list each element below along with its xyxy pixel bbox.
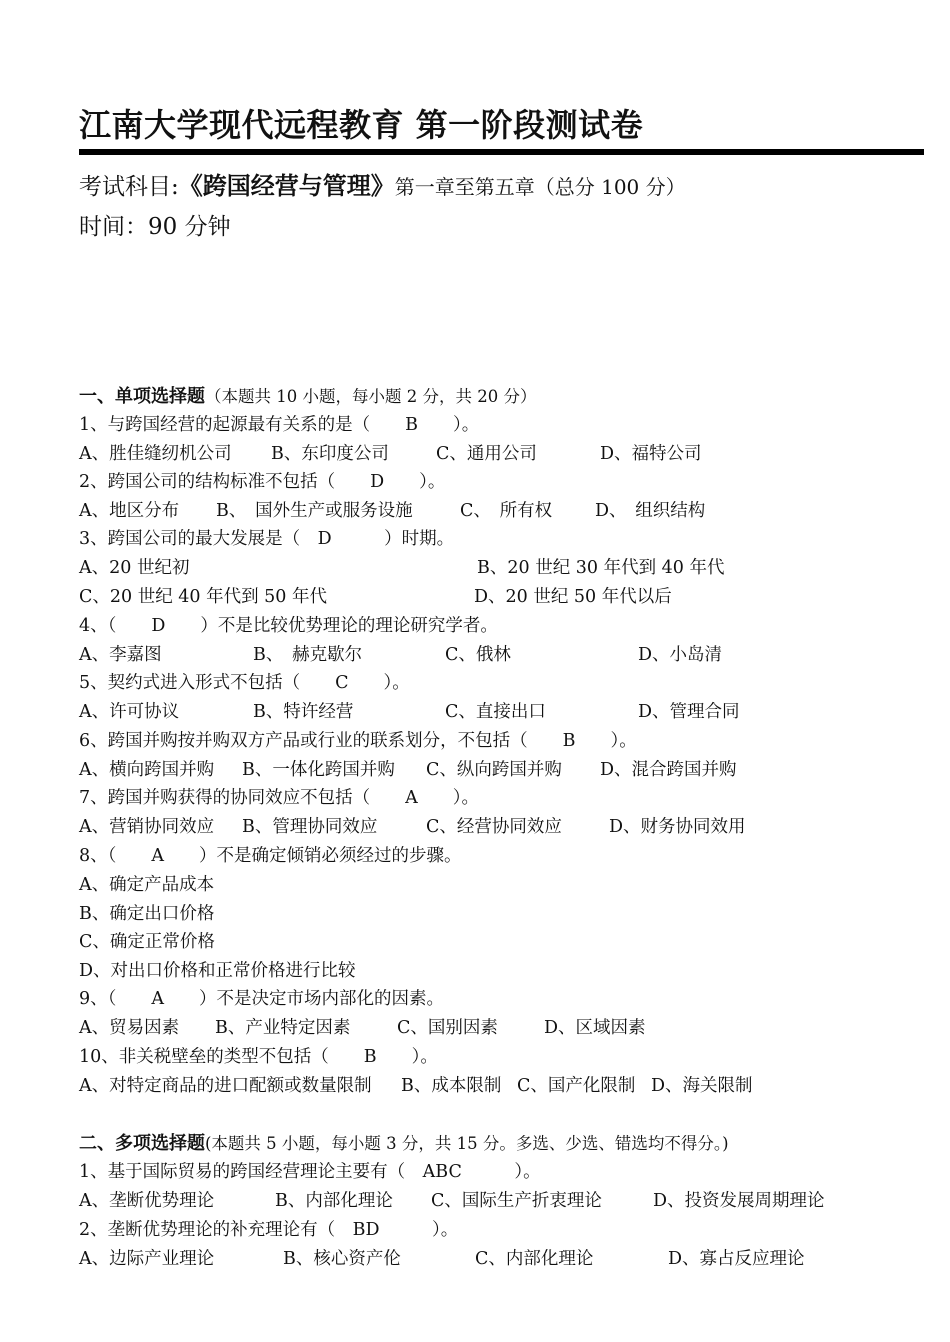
option-a: A、确定产品成本: [79, 875, 215, 895]
question-options: [79, 554, 939, 582]
question-text: 8、（ A ）不是确定倾销必须经过的步骤。: [79, 846, 462, 866]
question-text: 9、（ A ）不是决定市场内部化的因素。: [79, 989, 445, 1009]
option-d: D、20 世纪 50 年代以后: [474, 587, 672, 607]
option-a: A、许可协议: [79, 702, 180, 722]
question-text: 2、垄断优势理论的补充理论有（ BD ）。: [79, 1220, 459, 1240]
section1-note: （本题共 10 小题，每小题 2 分，共 20 分）: [205, 387, 537, 406]
option-c: C、20 世纪 40 年代到 50 年代: [79, 587, 328, 607]
option-c: C、确定正常价格: [79, 932, 215, 952]
question-options: [79, 583, 939, 611]
option-d: D、财务协同效用: [609, 817, 746, 837]
question-options: [79, 813, 939, 841]
exam-time: 时间：90 分钟: [79, 214, 231, 240]
option-a: A、李嘉图: [79, 645, 162, 665]
section1-title: 一、单项选择题: [79, 386, 205, 407]
option-b: B、特许经营: [253, 702, 354, 722]
option-b: B、 赫克歇尔: [253, 645, 363, 665]
option-c: C、内部化理论: [475, 1249, 594, 1269]
option-b: B、一体化跨国并购: [242, 760, 395, 780]
option-a: A、20 世纪初: [79, 558, 190, 578]
exam-subject: [79, 166, 686, 201]
question-text: 7、跨国并购获得的协同效应不包括（ A ）。: [79, 788, 480, 808]
option-c: C、纵向跨国并购: [426, 760, 562, 780]
option-c: C、通用公司: [436, 444, 537, 464]
question-options: [79, 698, 939, 726]
option-b: B、管理协同效应: [242, 817, 378, 837]
question-text: 3、跨国公司的最大发展是（ D ）时期。: [79, 529, 455, 549]
option-c: C、直接出口: [445, 702, 546, 722]
option-d: D、混合跨国并购: [600, 760, 737, 780]
option-c: C、俄林: [445, 645, 511, 665]
question-text: 4、（ D ）不是比较优势理论的理论研究学者。: [79, 616, 498, 636]
question-text: 2、跨国公司的结构标准不包括（ D ）。: [79, 472, 446, 492]
question-options: [79, 641, 939, 669]
question-options: [79, 1072, 939, 1100]
option-d: D、寡占反应理论: [668, 1249, 805, 1269]
option-d: D、海关限制: [651, 1076, 753, 1096]
option-c: C、国别因素: [397, 1018, 498, 1038]
question-text: 1、与跨国经营的起源最有关系的是（ B ）。: [79, 415, 480, 435]
question-options: [79, 1014, 939, 1042]
title-divider: [79, 149, 924, 155]
option-a: A、地区分布: [79, 501, 180, 521]
section1-heading: [79, 383, 536, 411]
question-options: [79, 1245, 939, 1273]
question-text: 6、跨国并购按并购双方产品或行业的联系划分，不包括（ B ）。: [79, 731, 637, 751]
question-options: [79, 756, 939, 784]
option-b: B、 国外生产或服务设施: [216, 501, 413, 521]
option-c: C、 所有权: [460, 501, 553, 521]
option-b: B、成本限制: [401, 1076, 502, 1096]
subject-label: 考试科目:: [79, 174, 179, 200]
question-options: [79, 1187, 939, 1215]
section2-note: (本题共 5 小题，每小题 3 分，共 15 分。多选、少选、错选均不得分。): [205, 1134, 729, 1153]
option-d: D、福特公司: [600, 444, 702, 464]
option-a: A、垄断优势理论: [79, 1191, 215, 1211]
subject-scope: 第一章至第五章（总分 100 分）: [394, 175, 686, 199]
option-a: A、胜佳缝纫机公司: [79, 444, 232, 464]
question-text: 5、契约式进入形式不包括（ C ）。: [79, 673, 410, 693]
option-b: B、20 世纪 30 年代到 40 年代: [477, 558, 725, 578]
option-b: B、确定出口价格: [79, 904, 215, 924]
option-a: A、贸易因素: [79, 1018, 180, 1038]
option-d: D、 组织结构: [595, 501, 706, 521]
question-text: 10、非关税壁垒的类型不包括（ B ）。: [79, 1047, 438, 1067]
option-d: D、区域因素: [544, 1018, 646, 1038]
option-d: D、管理合同: [638, 702, 740, 722]
option-d: D、对出口价格和正常价格进行比较: [79, 961, 356, 981]
option-a: A、对特定商品的进口配额或数量限制: [79, 1076, 372, 1096]
option-a: A、边际产业理论: [79, 1249, 215, 1269]
question-text: 1、基于国际贸易的跨国经营理论主要有（ ABC ）。: [79, 1162, 541, 1182]
option-b: B、东印度公司: [271, 444, 389, 464]
option-b: B、内部化理论: [275, 1191, 393, 1211]
option-d: D、小岛清: [638, 645, 723, 665]
option-c: C、国际生产折衷理论: [431, 1191, 602, 1211]
option-a: A、营销协同效应: [79, 817, 215, 837]
option-b: B、产业特定因素: [215, 1018, 351, 1038]
page-title: 江南大学现代远程教育 第一阶段测试卷: [79, 106, 644, 144]
subject-name: 《跨国经营与管理》: [178, 171, 395, 200]
section2-heading: [79, 1130, 729, 1158]
option-a: A、横向跨国并购: [79, 760, 215, 780]
option-b: B、核心资产伦: [283, 1249, 401, 1269]
option-d: D、投资发展周期理论: [653, 1191, 825, 1211]
question-options: [79, 440, 939, 468]
question-options: [79, 497, 939, 525]
option-c: C、国产化限制: [517, 1076, 636, 1096]
section2-title: 二、多项选择题: [79, 1133, 205, 1154]
option-c: C、经营协同效应: [426, 817, 562, 837]
